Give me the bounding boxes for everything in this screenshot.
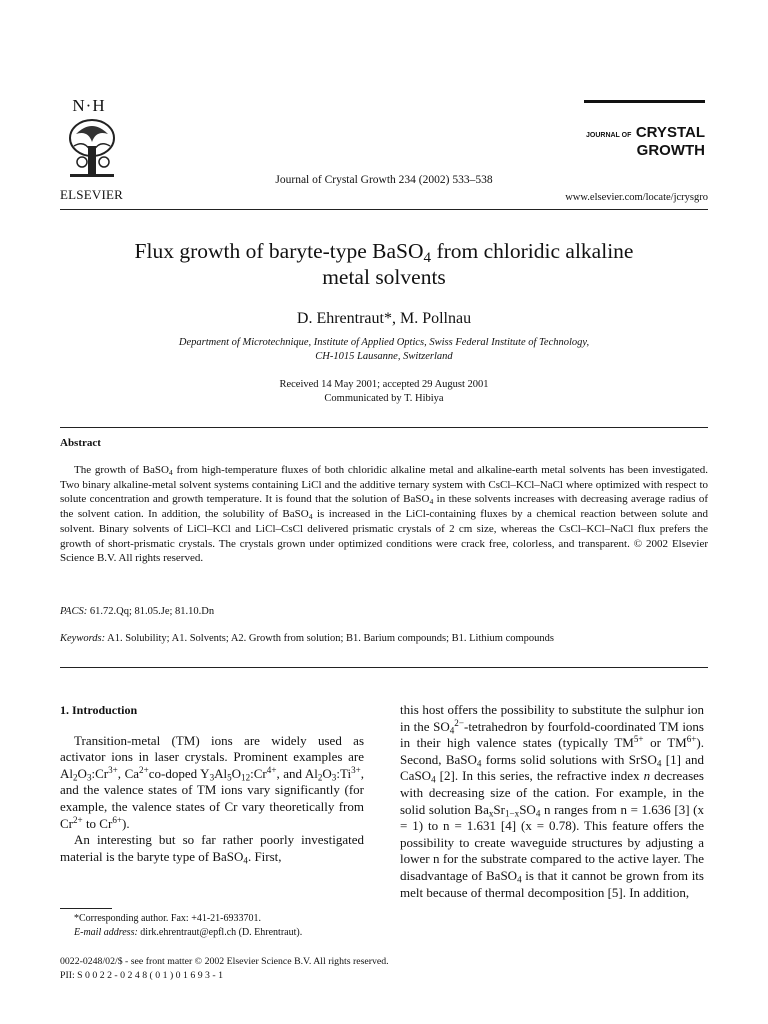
abstract-body [60,463,708,566]
pacs-label: PACS: [60,606,88,617]
corresponding-author: *Corresponding author. Fax: +41-21-6933701. [74,913,262,924]
email-address[interactable]: dirk.ehrentraut@epfl.ch (D. Ehrentraut). [137,927,303,938]
journal-logo [584,125,705,158]
abstract-text-3: in these solvents increases with decreasing average radius of the solvent cation. In addition, the solubility of BaSO [60,493,708,521]
authors: D. Ehrentraut*, M. Pollnau [296,310,472,327]
publisher-name: ELSEVIER [60,187,123,202]
intro-paragraph-2: An interesting but so far rather poorly investigated material is the baryte type of BaSO$_4$. First, [60,832,364,866]
logo-nh-text: N·H [72,96,106,115]
abstract-heading: Abstract [60,437,101,449]
abstract-sub: 4 [429,497,434,507]
left-column [60,702,364,865]
abstract-divider [60,427,708,428]
keywords-label: Keywords: [60,633,106,644]
abstract-text-2: from high-temperature fluxes of both chloridic alkaline metal and alkaline-earth metal solvents has been investigated. Two binary alkaline-metal solvent systems containing LiCl and the additive ternary system with CsCl–KCl–NaCl where optimized with respect to solute concentration and growth temperature. It is found that the solution of BaSO [60,464,708,506]
journal-logo-crystal: CRYSTAL [635,124,705,141]
journal-logo-small: JOURNAL OF [586,132,632,139]
affiliation-line2: CH-1015 Lausanne, Switzerland [315,351,453,362]
title-line1-pre: Flux growth of baryte-type BaSO [134,239,424,263]
footnote-rule [60,908,112,909]
journal-citation: Journal of Crystal Growth 234 (2002) 533–538 [275,174,493,186]
elsevier-logo [60,96,126,203]
copyright-footer [60,955,389,983]
received-date: Received 14 May 2001; accepted 29 August 2001 [279,379,489,390]
journal-logo-growth: GROWTH [636,142,705,159]
abstract-text-1: The growth of BaSO [74,464,169,476]
elsevier-tree-icon [66,116,118,180]
keywords-divider [60,667,708,668]
abstract-text-4: is increased in the LiCl-containing fluxes by a chemical reaction between solute and solvent. Binary solvents of LiCl–KCl and LiCl–CsCl delivered prismatic crystals of 2 cm size, whereas the CsCl–KCl–NaCl flux prefers the growth of short-prismatic crystals. The crystals grown under optimized conditions were crack free, colorless, and transparent. © 2002 Elsevier Science B.V. All rights reserved. [60,508,708,565]
email-line [60,926,364,940]
pacs-line [60,606,214,617]
journal-logo-rule [584,100,705,103]
paper-title [60,238,708,290]
right-column [400,702,704,901]
affiliation [60,336,708,364]
right-paragraph: this host offers the possibility to substitute the sulphur ion in the $SO_4^{2-}$-tetrahedron by fourfold-coordinated TM ions in their high valence states (typically $TM^{5+}$ or $TM^{6+}$). Second, BaSO$_4$ forms solid solutions with SrSO$_4$ [1] and CaSO$_4$ [2]. In this series, the refractive index n decreases with decreasing size of the cation. For example, in the solid solution $Ba_xSr_{1-x}SO_4$ n ranges from n = 1.636 [3] (x = 1) to n = 1.631 [4] (x = 0.78). This feature offers the possibility to create waveguide structures by adjusting a lower n for the substrate compared to the active layer. The disadvantage of BaSO$_4$ is that it cannot be grown from its melt because of thermal decomposition [5]. In addition, [400,702,704,900]
keywords-value: A1. Solubility; A1. Solvents; A2. Growth from solution; B1. Barium compounds; B1. Lithium compounds [105,633,554,644]
abstract-sub: 4 [168,467,173,477]
keywords-line [60,633,708,644]
dates [60,378,708,406]
intro-paragraph-1: Transition-metal (TM) ions are widely used as activator ions in laser crystals. Prominent examples are $Al_2O_3:Cr^{3+}$, $Ca^{2+}co$-doped $Y_3Al_5O_{12}:Cr^{4+}$, and $Al_2O_3:Ti^{3+}$, and the valence states of TM ions vary significantly (for example, the valence states of Cr vary theoretically from $Cr^{2+}$ to $Cr^{6+}$). [60,732,364,831]
affiliation-line1: Department of Microtechnique, Institute of Applied Optics, Swiss Federal Institute of Technology, [178,337,590,348]
title-line1-post: from chloridic alkaline [431,239,634,263]
communicated-by: Communicated by T. Hibiya [324,393,444,404]
pacs-value: 61.72.Qq; 81.05.Je; 81.10.Dn [87,606,215,617]
title-line2: metal solvents [322,265,446,289]
front-matter-line: 0022-0248/02/$ - see front matter © 2002 Elsevier Science B.V. All rights reserved. [60,956,389,967]
header-divider [60,209,708,210]
pii-line: PII: S 0 0 2 2 - 0 2 4 8 ( 0 1 ) 0 1 6 9 3 - 1 [60,970,224,981]
section-heading-introduction: 1. Introduction [60,703,138,717]
email-label: E-mail address: [74,927,138,938]
journal-url[interactable]: www.elsevier.com/locate/jcrysgro [565,192,708,203]
title-subscript: 4 [423,249,432,266]
abstract-sub: 4 [308,512,313,522]
footnote [60,912,364,940]
